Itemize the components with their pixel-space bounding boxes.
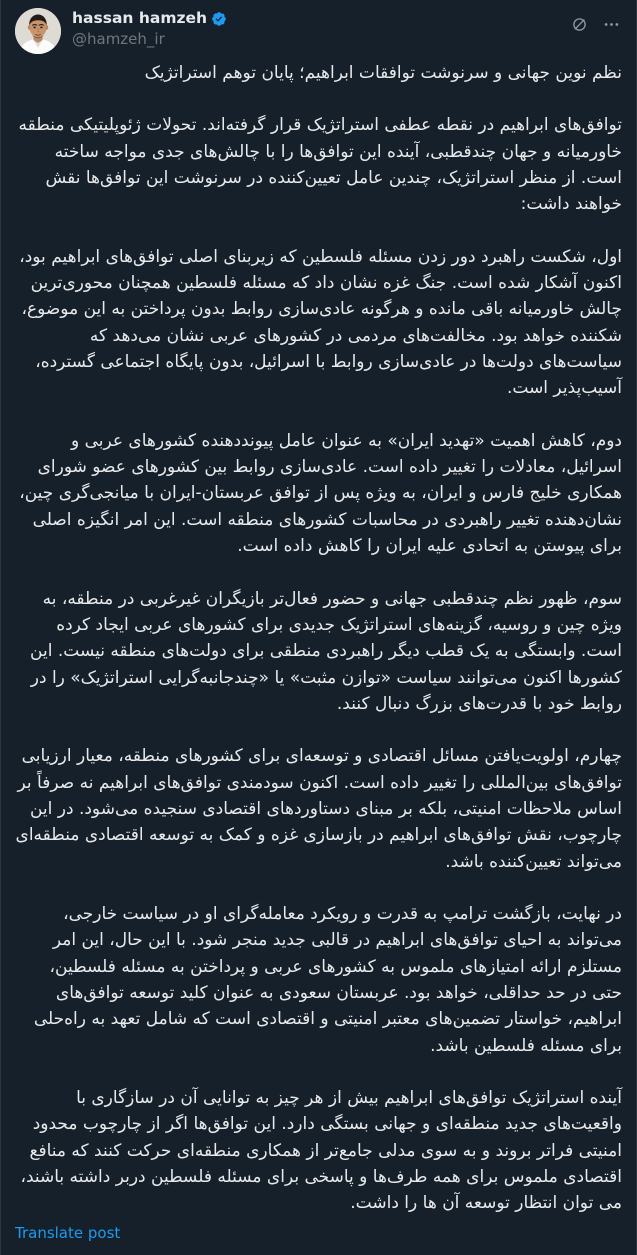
paragraph-spacer — [15, 402, 622, 428]
post-paragraph-first: اول، شکست راهبرد دور زدن مسئله فلسطین که زیربنای اصلی توافق‌های ابراهیم بود، اکنون آشکار شده است. جنگ غزه نشان داد که مسئله فلسطین همچنان محوری‌ترین چالش خاورمیانه باقی مانده و هرگونه عادی‌سازی روابط بدون پرداختن به این موضوع، شکننده خواهد بود. مخالفت‌های مردمی در کشورهای عربی نشان می‌دهد که سیاست‌های دولت‌ها در عادی‌سازی روابط با اسرائیل، بدون پایگاه اجتماعی گسترده، آسیب‌پذیر است. — [19, 246, 622, 399]
verified-badge-icon — [211, 11, 227, 27]
post-paragraph-fifth: در نهایت، بازگشت ترامپ به قدرت و رویکرد معامله‌گرای او در سیاست خارجی، می‌تواند به احیای توافق‌های ابراهیم در قالبی جدید منجر شود. با این حال، این امر مستلزم ارائه امتیازهای ملموس به کشورهای عربی و پرداختن به مسئله فلسطین، حتی در حد حداقلی، خواهد بود. عربستان سعودی به عنوان کلید توسعه توافق‌های ابراهیم، خواستار تضمین‌های معتبر امنیتی و اقتصادی است که شامل تعهد به راه‌حلی برای مسئله فلسطین باشد. — [33, 903, 622, 1056]
paragraph-spacer — [15, 875, 622, 901]
author-identity — [72, 8, 227, 49]
translate-row — [1, 1217, 636, 1255]
author-display-name[interactable]: hassan hamzeh — [72, 9, 208, 27]
post-header-actions — [568, 8, 622, 35]
post-text-body — [1, 56, 636, 1217]
paragraph-spacer — [15, 218, 622, 244]
paragraph-spacer — [15, 717, 622, 743]
author-handle[interactable]: @hamzeh_ir — [72, 30, 165, 48]
post-paragraph-fourth: چهارم، اولویت‌یافتن مسائل اقتصادی و توسعه‌ای برای کشورهای منطقه، معیار ارزیابی توافق‌های بین‌المللی را تغییر داده است. اکنون سودمندی توافق‌های ابراهیم نه صرفاً بر اساس ملاحظات امنیتی، بلکه بر مبنای دستاوردهای اقتصادی سنجیده می‌شود. در این چارچوب، نقش توافق‌های ابراهیم در بازسازی غزه و کمک به توسعه اقتصادی منطقه‌ای می‌تواند تعیین‌کننده باشد. — [15, 746, 622, 872]
more-options-icon[interactable] — [600, 13, 622, 35]
grok-slashed-circle-icon[interactable] — [568, 13, 590, 35]
post-paragraph-intro: توافق‌های ابراهیم در نقطه عطفی استراتژیک قرار گرفته‌اند. تحولات ژئوپلیتیکی منطقه خاورمیانه و جهان چندقطبی، آینده این توافق‌ها را با چالش‌های جدی مواجه ساخته است. از منظر استراتژیک، چندین عامل تعیین‌کننده در سرنوشت این توافق‌ها نقش خواهند داشت: — [18, 115, 622, 215]
paragraph-spacer — [15, 1059, 622, 1085]
post-paragraph-second: دوم، کاهش اهمیت «تهدید ایران» به عنوان عامل پیونددهنده کشورهای عربی و اسرائیل، معادلات را تغییر داده است. عادی‌سازی روابط بین کشورهای عضو شورای همکاری خلیج فارس و ایران، به ویژه پس از توافق عربستان-ایران با میانجی‌گری چین، نشان‌دهنده تغییر راهبردی در محاسبات کشورهای منطقه است. این امر انگیزه اصلی برای پیوستن به اتحادی علیه ایران را کاهش داده است. — [19, 430, 622, 557]
post-paragraph-title: نظم نوین جهانی و سرنوشت توافقات ابراهیم؛ پایان توهم استراتژیک — [144, 63, 622, 83]
post-paragraph-third: سوم، ظهور نظم چندقطبی جهانی و حضور فعال‌تر بازیگران غیرغربی در منطقه، به ویژه چین و روسیه، گزینه‌های استراتژیک جدیدی برای کشورهای عربی ایجاد کرده است. وابستگی به یک قطب دیگر راهبردی منطقی برای دولت‌های منطقه نیست. این کشورها اکنون می‌توانند سیاست «توازن مثبت» یا «چندجانبه‌گرایی استراتژیک» را در روابط خود با قدرت‌های بزرگ دنبال کنند. — [30, 588, 622, 714]
paragraph-spacer — [15, 86, 622, 112]
post-paragraph-conclusion: آینده استراتژیک توافق‌های ابراهیم بیش از هر چیز به توانایی آن در سازگاری با واقعیت‌های جدید منطقه‌ای و جهانی بستگی دارد. این توافق‌ها اگر از چارچوب محدود امنیتی فراتر بروند و به سوی مدلی جامع‌تر از همکاری منطقه‌ای حرکت کنند که منافع اقتصادی ملموس برای همه طرف‌ها و پاسخی برای مسئله فلسطین دربر داشته باشند، می توان انتظار توسعه آن ها را داشت. — [20, 1088, 622, 1214]
translate-post-link[interactable]: Translate post — [15, 1223, 121, 1242]
post-header — [1, 0, 636, 56]
paragraph-spacer — [15, 560, 622, 586]
avatar[interactable] — [15, 8, 61, 54]
author-name-row — [72, 9, 227, 28]
